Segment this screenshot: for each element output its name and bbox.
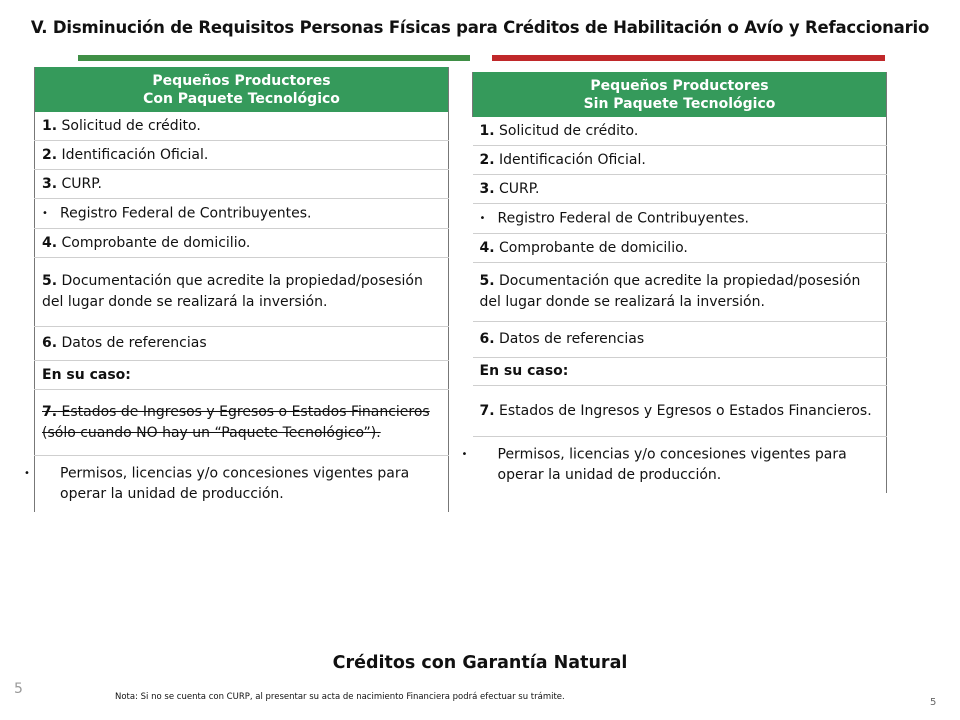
requirement-cell	[473, 175, 887, 204]
table-row	[473, 146, 887, 175]
item-number: 3.	[42, 175, 58, 192]
bullet: •	[479, 212, 486, 224]
right-requirements-table	[461, 72, 887, 493]
left-requirements-table	[24, 67, 449, 512]
requirement-cell	[35, 390, 449, 456]
item-text: Identificación Oficial.	[57, 146, 209, 163]
requirement-cell	[35, 258, 449, 327]
table-row	[473, 322, 887, 358]
item-number: 2.	[42, 146, 58, 163]
item-number: 2.	[479, 151, 495, 168]
footnote: Nota: Si no se cuenta con CURP, al presentar su acta de nacimiento Financiera podrá efectuar su trámite.	[115, 692, 565, 702]
item-text: Documentación que acredite la propiedad/posesión del lugar donde se realizará la inversión.	[42, 273, 423, 310]
table-row	[473, 175, 887, 204]
bullet: •	[42, 207, 48, 219]
header-line-2: Con Paquete Tecnológico	[143, 91, 340, 107]
item-text: CURP.	[57, 175, 102, 192]
item-text: Solicitud de crédito.	[57, 117, 201, 134]
table-row	[35, 456, 449, 513]
footer-title: Créditos con Garantía Natural	[332, 653, 628, 673]
requirement-cell	[35, 327, 449, 361]
requirement-cell	[35, 229, 449, 258]
item-text: Estados de Ingresos y Egresos o Estados Financieros (sólo cuando NO hay un “Paquete Tecnológico”).	[42, 403, 430, 441]
item-number: 4.	[42, 234, 58, 251]
table-row	[473, 358, 887, 386]
item-number: 7.	[42, 403, 58, 420]
green-accent-bar	[78, 55, 470, 61]
item-number: 5.	[479, 273, 495, 289]
requirement-cell	[473, 146, 887, 175]
table-row	[35, 199, 449, 229]
item-number: 6.	[42, 335, 58, 351]
requirement-cell	[473, 386, 887, 437]
table-row	[473, 263, 887, 322]
requirement-cell	[473, 204, 887, 234]
table-row	[35, 112, 449, 141]
item-number: 7.	[479, 402, 495, 419]
requirement-cell	[35, 112, 449, 141]
item-number: 1.	[42, 117, 58, 134]
table-header	[35, 67, 449, 112]
header-line-2: Sin Paquete Tecnológico	[583, 96, 776, 112]
table-row	[473, 117, 887, 146]
table-row	[35, 327, 449, 361]
bullet: •	[24, 467, 30, 479]
item-text: Documentación que acredite la propiedad/posesión del lugar donde se realizará la inversión.	[479, 273, 861, 310]
item-text: Registro Federal de Contribuyentes.	[60, 205, 312, 222]
requirement-cell	[35, 170, 449, 199]
page-number-left: 5	[14, 681, 23, 697]
requirement-cell	[24, 456, 449, 513]
table-row	[35, 390, 449, 456]
requirement-cell	[473, 117, 887, 146]
page-number-right: 5	[930, 697, 937, 708]
table-row	[35, 258, 449, 327]
table-row	[35, 170, 449, 199]
table-row	[35, 141, 449, 170]
section-label: En su caso:	[35, 361, 449, 390]
requirement-cell	[35, 141, 449, 170]
item-text: Comprobante de domicilio.	[57, 234, 251, 251]
requirement-cell	[473, 263, 887, 322]
slide-title: V. Disminución de Requisitos Personas Físicas para Créditos de Habilitación o Avío y Refaccionario	[30, 18, 930, 37]
table-row	[473, 437, 887, 494]
item-text: Datos de referencias	[494, 331, 645, 347]
item-number: 5.	[42, 273, 58, 289]
table-row	[473, 234, 887, 263]
item-text: Datos de referencias	[57, 335, 207, 351]
header-line-1: Pequeños Productores	[152, 73, 331, 89]
requirement-cell	[461, 437, 887, 494]
red-accent-bar	[492, 55, 885, 61]
item-text: Permisos, licencias y/o concesiones vigentes para operar la unidad de producción.	[497, 446, 847, 484]
item-number: 1.	[479, 122, 495, 139]
item-number: 6.	[479, 331, 495, 347]
table-header-cell	[35, 67, 449, 112]
section-label: En su caso:	[473, 358, 887, 386]
table-row	[473, 386, 887, 437]
header-line-1: Pequeños Productores	[590, 78, 769, 94]
requirement-cell	[35, 199, 449, 229]
table-row	[473, 204, 887, 234]
requirement-cell	[473, 234, 887, 263]
item-text: Comprobante de domicilio.	[494, 239, 688, 256]
table-row	[35, 229, 449, 258]
item-text: Registro Federal de Contribuyentes.	[497, 210, 749, 227]
requirement-cell	[473, 322, 887, 358]
item-text: Estados de Ingresos y Egresos o Estados Financieros.	[494, 402, 872, 419]
item-number: 4.	[479, 239, 495, 256]
table-header	[473, 72, 887, 117]
table-row	[35, 361, 449, 390]
item-number: 3.	[479, 180, 495, 197]
item-text: Identificación Oficial.	[494, 151, 646, 168]
table-header-cell	[473, 72, 887, 117]
item-text: Solicitud de crédito.	[494, 122, 639, 139]
item-text: Permisos, licencias y/o concesiones vigentes para operar la unidad de producción.	[60, 465, 410, 503]
item-text: CURP.	[494, 180, 540, 197]
bullet: •	[461, 448, 468, 460]
